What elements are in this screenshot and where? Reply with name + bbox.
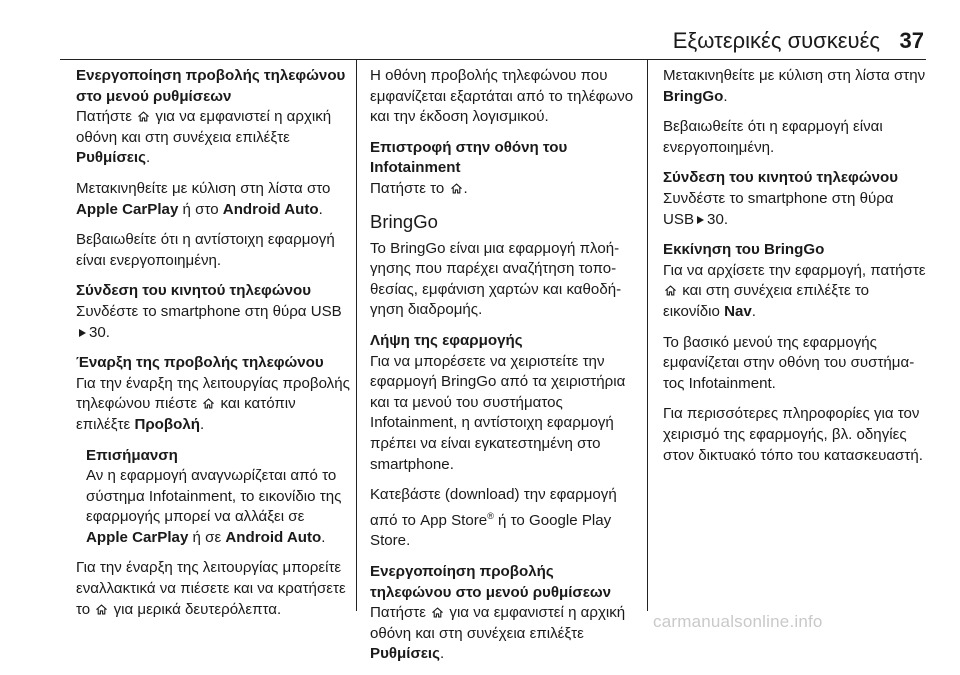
column-divider — [647, 60, 648, 611]
reference-arrow-icon — [79, 329, 86, 337]
paragraph: Συνδέστε το smartphone στη θύρα USB 30. — [663, 189, 894, 228]
page-number: 37 — [899, 28, 924, 53]
section-heading: Λήψη της εφαρμογής — [370, 331, 523, 349]
paragraph: Για την έναρξη της λειτουργίας μπορείτε εναλλακτικά να πιέσετε και να κρατήσετε το για μερικά δευτερόλεπτα. — [76, 559, 346, 618]
section-download-app — [370, 331, 634, 552]
section-phone-connection — [76, 281, 350, 343]
paragraph: Για την έναρξη της λειτουργίας προβολής τηλεφώνου πιέστε και κατόπιν επιλέξτε Προβολή. — [76, 374, 350, 433]
paragraph: Βεβαιωθείτε ότι η αντίστοιχη εφαρμογή είναι ενεργοποιημένη. — [76, 231, 335, 269]
home-icon — [451, 183, 462, 194]
home-icon — [203, 398, 214, 409]
paragraph: Μετακινηθείτε με κύλιση στη λίστα στην BringGo. — [663, 67, 926, 105]
paragraph: Πατήστε το . — [370, 179, 468, 197]
section-heading: Σύνδεση του κινητού τηλεφώνου — [663, 169, 899, 187]
column-divider — [356, 60, 357, 611]
section-heading: Ενεργοποίηση προβολής τηλεφώνου στο μενού ρυθμίσεων — [370, 562, 612, 601]
paragraph: Βεβαιωθείτε ότι η εφαρμογή είναι ενεργοποιημένη. — [663, 118, 883, 156]
section-start-projection — [76, 353, 350, 620]
section-heading: Έναρξη της προβολής τηλεφώνου — [76, 354, 324, 372]
paragraph: Το βασικό μενού της εφαρμογής εμφανίζεται στην οθόνη του συστήματος Infotainment. — [663, 333, 915, 392]
section-heading: Εκκίνηση του BringGo — [663, 241, 825, 259]
watermark: carmanualsonline.info — [653, 612, 823, 631]
column-2 — [370, 66, 634, 675]
chapter-title: BringGo — [370, 210, 438, 232]
section-heading: Επιστροφή στην οθόνη του Infotainment — [370, 138, 568, 177]
paragraph: Η οθόνη προβολής τηλεφώνου που εμφανίζεται εξαρτάται από το τηλέφωνο και την έκδοση λογισμικού. — [370, 67, 634, 126]
paragraph: Για να αρχίσετε την εφαρμογή, πατήστε και στη συνέχεια επιλέξτε το εικονίδιο Nav. — [663, 261, 926, 320]
paragraph: Μετακινηθείτε με κύλιση στη λίστα στο Apple CarPlay ή στο Android Auto. — [76, 179, 331, 218]
paragraph: Κατεβάστε (download) την εφαρμογή από το App Store® ή το Google Play Store. — [370, 486, 617, 550]
paragraph: Το BringGo είναι μια εφαρμογή πλοήγησης που παρέχει αναζήτηση τοποθεσίας, εμφάνιση χαρτών και καθοδήγηση διαδρομής. — [370, 239, 622, 319]
reference-arrow-icon — [697, 216, 704, 224]
note-title: Επισήμανση — [86, 446, 178, 464]
section-heading: Ενεργοποίηση προβολής τηλεφώνου στο μενού ρυθμίσεων — [76, 67, 346, 105]
section-activate-settings — [370, 562, 634, 665]
paragraph: Συνδέστε το smartphone στη θύρα USB30. — [76, 302, 342, 341]
section-phone-projection-settings — [76, 66, 350, 271]
home-icon — [138, 111, 149, 122]
section-phone-connection — [663, 168, 927, 230]
section-return-infotainment — [370, 138, 634, 200]
paragraph: Πατήστε για να εμφανιστεί η αρχική οθόνη και στη συνέχεια επιλέξτε Ρυθμίσεις. — [76, 108, 332, 167]
paragraph: Για να μπορέσετε να χειριστείτε την εφαρμογή BringGo από τα χειριστήρια και τα μενού του συστήματος Infotainment, η αντίστοιχη εφαρμογή πρέπει να είναι εγκατεστημένη στο smartphone. — [370, 352, 626, 473]
page-header — [0, 26, 960, 60]
home-icon — [432, 607, 443, 618]
note-box — [76, 446, 350, 549]
section-start-bringgo — [663, 240, 927, 466]
column-1 — [76, 66, 350, 630]
header-divider — [60, 59, 926, 60]
note-text: Αν η εφαρμογή αναγνωρίζεται από το σύστημα Infotainment, το εικονίδιο της εφαρμογής μπορεί να αλλάξει σε Apple CarPlay ή σε Android Auto. — [86, 467, 342, 546]
column-3 — [663, 66, 927, 476]
home-icon — [665, 285, 676, 296]
paragraph: Για περισσότερες πληροφορίες για τον χειρισμό της εφαρμογής, βλ. οδηγίες στον δικτυακό τόπο του κατασκευαστή. — [663, 405, 923, 464]
home-icon — [96, 604, 107, 615]
section-heading: Σύνδεση του κινητού τηλεφώνου — [76, 282, 312, 300]
paragraph: Πατήστε για να εμφανιστεί η αρχική οθόνη και στη συνέχεια επιλέξτε Ρυθμίσεις. — [370, 604, 626, 663]
section-title: Εξωτερικές συσκευές — [672, 28, 880, 53]
